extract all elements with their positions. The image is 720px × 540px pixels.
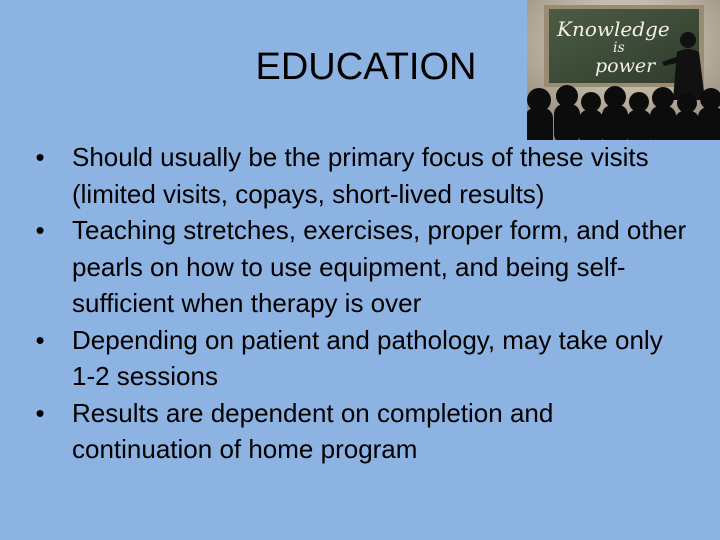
bullet-icon: • — [35, 142, 45, 172]
bullet-text: Depending on patient and pathology, may take only 1-2 sessions — [72, 324, 663, 391]
bullet-text: Teaching stretches, exercises, proper form, and other pearls on how to use equipment, and being self-sufficient when therapy is over — [72, 215, 687, 318]
chalk-line-1: Knowledge — [557, 17, 670, 41]
bullet-item — [30, 322, 690, 395]
bullet-text: Results are dependent on completion and continuation of home program — [72, 397, 554, 464]
bullet-text: Should usually be the primary focus of these visits (limited visits, copays, short-lived results) — [72, 142, 649, 209]
bullet-icon: • — [35, 397, 45, 428]
slide-title: EDUCATION — [255, 46, 477, 88]
bullet-icon: • — [35, 324, 45, 355]
bullet-list — [30, 139, 690, 468]
bullet-item — [30, 212, 690, 322]
chalk-line-3: power — [595, 55, 656, 77]
bullet-item — [30, 139, 690, 212]
bullet-item — [30, 395, 690, 468]
bullet-icon: • — [35, 215, 45, 245]
knowledge-chalkboard-image — [527, 0, 720, 140]
chalk-line-2: is — [613, 40, 625, 56]
